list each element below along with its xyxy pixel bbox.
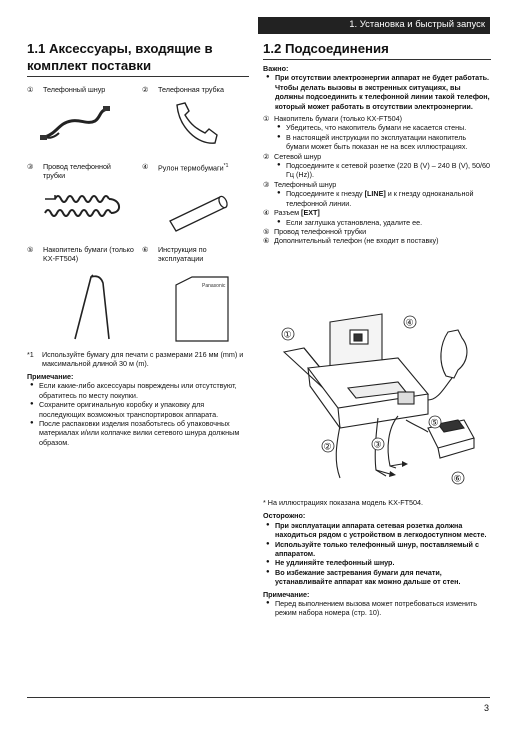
paper-tray-illustration xyxy=(67,273,117,345)
connection-diagram xyxy=(278,308,478,498)
connection-item-3: ③ Телефонный шнур ● Подсоедините к гнезду [LINE] и к гнезду одноканальной телефонной линии. xyxy=(263,180,491,208)
caution-title: Осторожно: xyxy=(263,511,306,521)
connection-item-2: ② Сетевой шнур ● Подсоедините к сетевой розетке (220 В (V) – 240 В (V), 50/60 Гц (Hz)). xyxy=(263,152,491,180)
manual-brand-text: Panasonic xyxy=(202,283,226,289)
accessories-grid: ① Телефонный шнур ② Телефонная трубка ③ Провод телефонной трубки ④ Рулон термобумаги$^{*1}$ ⑤ Накопитель бумаги (только KX-FT504) ⑥ Инструкция по эксплуатации Panasonic xyxy=(27,85,249,340)
diagram-label-3: ③ xyxy=(373,439,382,450)
left-note-item: ● После распаковки изделия позаботьтесь об упаковочных материалах и/или колпачке вилки сетевого шнура должным образом. xyxy=(27,419,249,447)
title-rule xyxy=(27,76,249,77)
left-column-title xyxy=(27,40,249,77)
caution-item: ● При эксплуатации аппарата сетевая розетка должна находиться рядом с устройством в легкодоступном месте. xyxy=(263,521,491,540)
handset-cord-illustration xyxy=(41,191,131,227)
right-note-title: Примечание: xyxy=(263,589,310,599)
important-text: ● При отсутствии электроэнергии аппарат не будет работать. Чтобы делать вызовы в экстренных ситуациях, вы должны подсоединить к телефонной линии такой телефон, который может работать в отсутствии электроэнергии. xyxy=(263,73,491,111)
right-note-item: ● Перед выполнением вызова может потребоваться изменить режим набора номера (стр. 10). xyxy=(263,599,491,618)
connections-text xyxy=(263,64,491,246)
diagram-label-2: ② xyxy=(323,441,332,452)
page-number: 3 xyxy=(483,703,489,713)
connection-item-6: ⑥ Дополнительный телефон (не входит в поставку) xyxy=(263,236,439,246)
handset-illustration xyxy=(167,99,227,149)
diagram-label-4: ④ xyxy=(405,317,414,328)
caution-item: ● Не удлиняйте телефонный шнур. xyxy=(263,558,491,567)
telephone-cord-illustration xyxy=(37,103,117,143)
paper-roll-illustration xyxy=(160,193,240,233)
section-header-bar xyxy=(258,17,490,34)
accessory-footnote: *1 Используйте бумагу для печати с размерами 216 мм (mm) и максимальной длиной 30 м (m). xyxy=(27,350,244,369)
section-header-title: 1. Установка и быстрый запуск xyxy=(349,19,485,30)
important-title: Важно: xyxy=(263,64,289,73)
connection-item-5: ⑤ Провод телефонной трубки xyxy=(263,226,367,236)
footer-rule xyxy=(27,697,490,698)
connection-item-1: ① Накопитель бумаги (только KX-FT504) ● Убедитесь, что накопитель бумаги не касается стены. ● В настоящей инструкции по эксплуатации накопитель бумаги может быть показан не на всех иллюстрациях. xyxy=(263,114,491,152)
left-notes xyxy=(27,372,249,447)
right-column-title xyxy=(263,40,491,60)
accessories-title: 1.1 Аксессуары, входящие в комплект поставки xyxy=(27,41,213,73)
right-bottom-notes xyxy=(263,498,491,618)
connection-item-4: ④ Разъем [EXT] ● Если заглушка установлена, удалите ее. xyxy=(263,208,491,227)
caution-item: ● Во избежание застревания бумаги для печати, устанавливайте аппарат как можно дальше от стен. xyxy=(263,568,491,587)
diagram-label-1: ① xyxy=(283,329,292,340)
left-note-title: Примечание: xyxy=(27,372,74,381)
manual-illustration xyxy=(172,275,232,343)
caution-item: ● Используйте только телефонный шнур, поставляемый с аппаратом. xyxy=(263,540,491,559)
diagram-label-5: ⑤ xyxy=(430,417,439,428)
model-note: * На иллюстрациях показана модель KX-FT504. xyxy=(263,498,424,507)
connections-title: 1.2 Подсоединения xyxy=(263,41,389,56)
diagram-label-6: ⑥ xyxy=(453,473,462,484)
left-note-item: ● Сохраните оригинальную коробку и упаковку для последующих возможных транспортировок аппарата. xyxy=(27,400,249,419)
left-note-item: ● Если какие-либо аксессуары повреждены или отсутствуют, обратитесь по месту покупки. xyxy=(27,381,249,400)
title-rule xyxy=(263,59,491,60)
